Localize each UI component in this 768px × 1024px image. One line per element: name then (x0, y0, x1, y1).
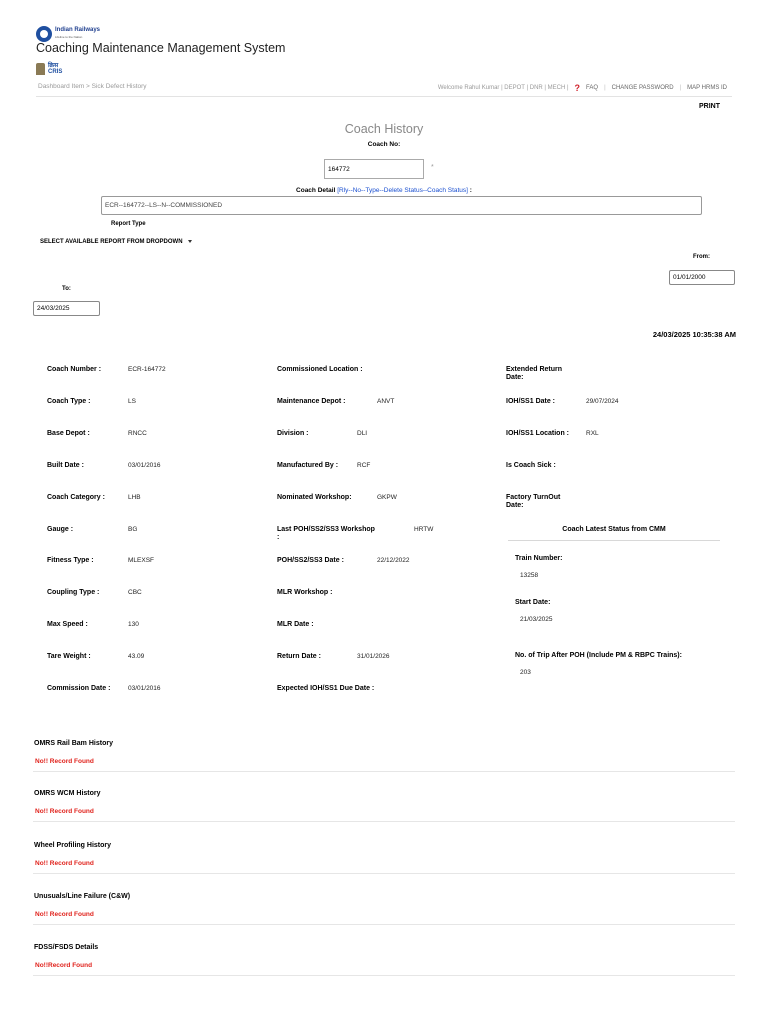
map-hrms-id-link[interactable]: MAP HRMS ID (687, 85, 727, 91)
coach-number-label: Coach Number : (47, 366, 102, 373)
division-label: Division : (277, 430, 309, 437)
train-number-value: 13258 (520, 572, 539, 579)
commissioned-location-label: Commissioned Location : (277, 366, 363, 373)
report-timestamp: 24/03/2025 10:35:38 AM (652, 330, 736, 339)
nominated-workshop-label: Nominated Workshop: (277, 494, 352, 501)
header-divider (36, 96, 732, 97)
indian-railways-logo (36, 26, 100, 42)
max-speed-label: Max Speed : (47, 621, 88, 628)
omrs-wcm-history-status: No!! Record Found (35, 808, 94, 815)
section-divider (33, 771, 735, 772)
fdss-fsds-details-title: FDSS/FSDS Details (34, 944, 99, 951)
trips-after-poh-value: 203 (520, 669, 531, 676)
print-button[interactable]: PRINT (699, 103, 720, 110)
app-title: Coaching Maintenance Management System (36, 41, 286, 55)
national-emblem-icon (36, 63, 45, 75)
page-title: Coach History (344, 122, 424, 136)
coach-detail-value: ECR--164772--LS--N--COMMISSIONED (105, 202, 223, 209)
base-depot-value: RNCC (128, 430, 147, 437)
maintenance-depot-label: Maintenance Depot : (277, 398, 346, 405)
return-date-value: 31/01/2026 (357, 653, 390, 660)
top-navigation (438, 83, 727, 93)
unusuals-line-failure-c-w-status: No!! Record Found (35, 911, 94, 918)
poh-ss2-ss3-date-value: 22/12/2022 (377, 557, 410, 564)
built-date-label: Built Date : (47, 462, 84, 469)
welcome-text: Welcome Rahul Kumar | DEPOT | DNR | MECH | (437, 85, 569, 91)
manufactured-by-label: Manufactured By : (277, 462, 339, 469)
to-date-value: 24/03/2025 (37, 305, 70, 312)
division-value: DLI (357, 430, 368, 437)
report-type-label: Report Type (111, 221, 146, 227)
omrs-rail-bam-history-title: OMRS Rail Bam History (34, 740, 113, 747)
manufactured-by-value: RCF (357, 462, 371, 469)
coach-category-value: LHB (128, 494, 141, 501)
coach-category-label: Coach Category : (47, 494, 105, 501)
train-number-label: Train Number: (515, 555, 563, 562)
fitness-type-value: MLEXSF (128, 557, 155, 564)
built-date-value: 03/01/2016 (128, 462, 161, 469)
section-divider (33, 873, 735, 874)
max-speed-value: 130 (128, 621, 139, 628)
faq-link[interactable]: FAQ (586, 85, 599, 91)
coach-detail-field[interactable] (101, 196, 702, 215)
to-date-input[interactable] (33, 301, 100, 316)
ioh-ss1-location-value: RXL (586, 430, 599, 437)
railway-logo-text: Indian Railways (55, 27, 101, 33)
factory-turnout-date-label: Factory TurnOut Date: (506, 494, 561, 509)
omrs-wcm-history-title: OMRS WCM History (34, 790, 101, 797)
trips-after-poh-label: No. of Trip After POH (Include PM & RBPC Trains): (515, 652, 682, 659)
mlr-date-label: MLR Date : (277, 621, 314, 628)
commission-date-label: Commission Date : (47, 685, 111, 692)
coach-no-value: 164772 (328, 165, 350, 173)
from-date-input[interactable] (669, 270, 735, 285)
base-depot-label: Base Depot : (47, 430, 90, 437)
coach-no-label: Coach No: (367, 141, 401, 148)
coach-detail-label: Coach Detail [Rly--No--Type--Delete Status--Coach Status] : (296, 187, 472, 194)
coach-type-value: LS (128, 398, 136, 405)
nav-separator: | (679, 85, 682, 91)
cris-logo (36, 63, 62, 75)
omrs-rail-bam-history-status: No!! Record Found (35, 758, 94, 765)
coach-number-value: ECR-164772 (128, 366, 166, 373)
required-mark: * (431, 164, 434, 171)
start-date-value: 21/03/2025 (520, 616, 553, 623)
start-date-label: Start Date: (515, 599, 551, 606)
wheel-profiling-history-title: Wheel Profiling History (34, 842, 112, 849)
fitness-type-label: Fitness Type : (47, 557, 94, 564)
section-divider (33, 924, 735, 925)
section-divider (33, 821, 735, 822)
help-icon[interactable]: ? (574, 83, 581, 93)
from-label: From: (693, 254, 710, 260)
last-poh-ss2-ss3-workshop-value: HRTW (414, 526, 434, 533)
poh-ss2-ss3-date-label: POH/SS2/SS3 Date : (277, 557, 344, 564)
unusuals-line-failure-c-w-title: Unusuals/Line Failure (C&W) (34, 893, 131, 900)
railway-emblem-icon (36, 26, 52, 42)
commission-date-value: 03/01/2016 (128, 685, 161, 692)
maintenance-depot-value: ANVT (377, 398, 395, 405)
chevron-down-icon (188, 240, 192, 243)
coach-no-input[interactable] (324, 159, 424, 179)
cris-logo-text: CRIS (48, 69, 63, 75)
ioh-ss1-date-label: IOH/SS1 Date : (506, 398, 556, 405)
coupling-type-value: CBC (128, 589, 142, 596)
nav-separator: | (604, 85, 606, 91)
tare-weight-value: 43.09 (128, 653, 145, 660)
report-type-select[interactable]: SELECT AVAILABLE REPORT FROM DROPDOWN (40, 239, 192, 245)
wheel-profiling-history-status: No!! Record Found (35, 860, 94, 867)
mlr-workshop-label: MLR Workshop : (277, 589, 333, 596)
ioh-ss1-date-value: 29/07/2024 (586, 398, 619, 405)
section-divider (33, 975, 735, 976)
last-poh-ss2-ss3-workshop-label: Last POH/SS2/SS3 Workshop : (277, 526, 375, 541)
coupling-type-label: Coupling Type : (47, 589, 100, 596)
extended-return-date-label: Extended Return Date: (506, 366, 563, 381)
nominated-workshop-value: GKPW (377, 494, 397, 501)
fdss-fsds-details-status: No!!Record Found (35, 962, 93, 969)
gauge-label: Gauge : (47, 526, 74, 533)
from-date-value: 01/01/2000 (673, 274, 706, 281)
railway-logo-subtext: Lifeline to the Nation (55, 35, 83, 39)
is-coach-sick-label: Is Coach Sick : (506, 462, 556, 469)
gauge-value: BG (128, 526, 138, 533)
tare-weight-label: Tare Weight : (47, 653, 91, 660)
return-date-label: Return Date : (277, 653, 321, 660)
coach-type-label: Coach Type : (47, 398, 91, 405)
coach-detail-hint: [Rly--No--Type--Delete Status--Coach Status] (337, 187, 468, 194)
ioh-ss1-location-label: IOH/SS1 Location : (506, 430, 570, 437)
to-label: To: (62, 286, 71, 292)
change-password-link[interactable]: CHANGE PASSWORD (611, 85, 674, 91)
latest-status-header: Coach Latest Status from CMM (508, 520, 720, 541)
breadcrumb: Dashboard Item > Sick Defect History (38, 83, 147, 90)
expected-ioh-ss1-due-date-label: Expected IOH/SS1 Due Date : (277, 685, 375, 692)
cris-logo-hindi: क्रिस (48, 63, 59, 69)
